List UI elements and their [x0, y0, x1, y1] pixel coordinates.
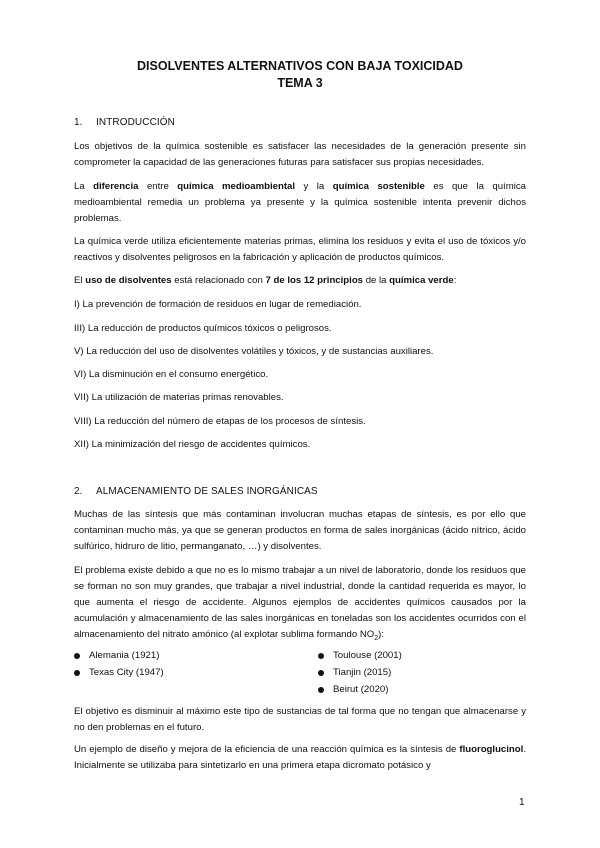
section-2-number: 2. — [74, 486, 83, 497]
accidents-list-right — [318, 647, 402, 698]
principle-item: III) La reducción de productos químicos tóxicos o peligrosos. — [74, 323, 332, 334]
list-item: Tianjin (2015) — [318, 664, 402, 681]
list-item: Toulouse (2001) — [318, 647, 402, 664]
section-2-paragraph-2: El problema existe debido a que no es lo mismo trabajar a un nivel de laboratorio, donde los residuos que se forman no son muy grandes, que trabajar a nivel industrial, donde la cantidad requerida es mayor, lo que aumenta el riesgo de accidente. Algunos ejemplos de accidentes químicos causados por la acumulación y almacenamiento de las sales inorgánicas en toneladas son los accidentes ocurridos con el almacenamiento del nitrato amónico (al explotar sublima formando $NO_2$): — [74, 565, 526, 642]
bullet-icon — [318, 670, 324, 676]
bullet-icon — [74, 653, 80, 659]
page-number: 1 — [519, 797, 525, 808]
section-2-paragraph-1: Muchas de las síntesis que más contaminan involucran muchas etapas de síntesis, es por ello que contaminan mucho más, ya que se generan productos en forma de sales inorgánicas (ácido nítrico, ácido sulfúrico, hidruro de litio, permanganato, …) y disolventes. — [74, 509, 526, 552]
section-2-paragraph-4: Un ejemplo de diseño y mejora de la eficiencia de una reacción química es la síntesis de fluoroglucinol. Inicialmente se utilizaba para sintetizarlo en una primera etapa dicromato potásico y — [74, 744, 526, 771]
section-2-heading — [74, 486, 318, 497]
section-2-paragraph-3: El objetivo es disminuir al máximo este tipo de sustancias de tal forma que no tengan que almacenarse y no den problemas en el futuro. — [74, 706, 526, 733]
bullet-icon — [318, 653, 324, 659]
section-1-heading — [74, 117, 175, 128]
section-1-paragraph-2: La diferencia entre química medioambiental y la química sostenible es que la química medioambiental remedia un problema ya presente y la química sostenible intenta prevenir dichos problemas. — [74, 181, 526, 224]
section-1-title: INTRODUCCIÓN — [96, 117, 175, 128]
document-title: DISOLVENTES ALTERNATIVOS CON BAJA TOXICIDAD — [137, 59, 463, 73]
section-1-paragraph-4: El uso de disolventes está relacionado con 7 de los 12 principios de la química verde: — [74, 275, 457, 286]
bullet-icon — [74, 670, 80, 676]
list-item: Alemania (1921) — [74, 647, 164, 664]
document-subtitle: TEMA 3 — [277, 76, 323, 90]
principle-item: VII) La utilización de materias primas renovables. — [74, 392, 284, 403]
principle-item: VIII) La reducción del número de etapas de los procesos de síntesis. — [74, 416, 366, 427]
bullet-icon — [318, 687, 324, 693]
principle-item: XII) La minimización del riesgo de accidentes químicos. — [74, 439, 311, 450]
list-item: Beirut (2020) — [318, 681, 402, 698]
accidents-list-left — [74, 647, 164, 681]
section-2-title: ALMACENAMIENTO DE SALES INORGÁNICAS — [96, 486, 318, 497]
list-item: Texas City (1947) — [74, 664, 164, 681]
principle-item: I) La prevención de formación de residuos en lugar de remediación. — [74, 299, 362, 310]
section-1-number: 1. — [74, 117, 83, 128]
section-1-paragraph-1: Los objetivos de la química sostenible es satisfacer las necesidades de la generación presente sin comprometer la capacidad de las generaciones futuras para satisfacer sus propias necesidades. — [74, 141, 526, 168]
principle-item: V) La reducción del uso de disolventes volátiles y tóxicos, y de sustancias auxiliares. — [74, 346, 434, 357]
section-1-paragraph-3: La química verde utiliza eficientemente materias primas, elimina los residuos y evita el uso de tóxicos y/o reactivos y disolventes peligrosos en la fabricación y aplicación de productos químicos. — [74, 236, 526, 263]
principle-item: VI) La disminución en el consumo energético. — [74, 369, 269, 380]
